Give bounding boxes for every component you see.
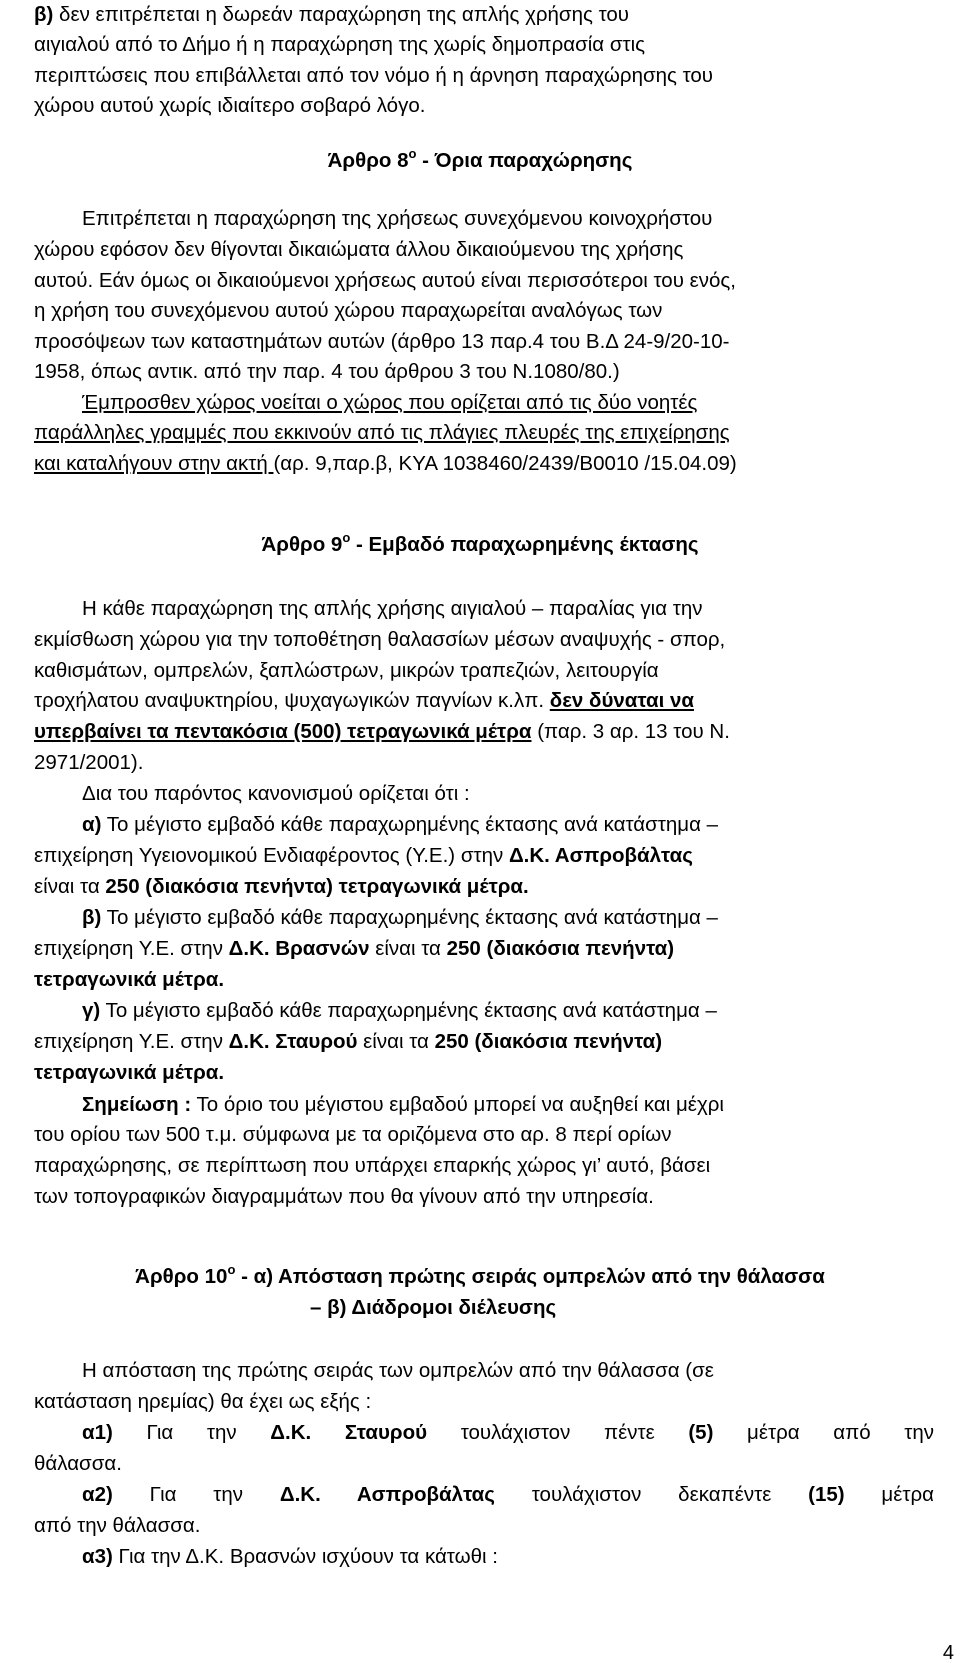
- article-9-note-line-4: των τοπογραφικών διαγραμμάτων που θα γίνουν από την υπηρεσία.: [34, 1185, 654, 1208]
- article-10-p1-line-1: Η απόσταση της πρώτης σειράς των ομπρελών από την θάλασσα (σε: [82, 1359, 714, 1382]
- article-8-line-3: αυτού. Εάν όμως οι δικαιούμενοι χρήσεως αυτού είναι περισσότεροι του ενός,: [34, 269, 736, 292]
- article-10-item-a3-line-1: α3) Για την Δ.Κ. Βρασνών ισχύουν τα κάτωθι :: [82, 1545, 498, 1568]
- article-9-item-b-line-1: β) Το μέγιστο εμβαδό κάθε παραχωρημένης έκτασης ανά κατάστημα –: [82, 906, 718, 929]
- intro-line-1: [34, 0, 934, 30]
- article-9-note-line-1: Σημείωση : Το όριο του μέγιστου εμβαδού μπορεί να αυξηθεί και μέχρι: [82, 1093, 724, 1116]
- article-9-p1-line-5: υπερβαίνει τα πεντακόσια (500) τετραγωνικά μέτρα (παρ. 3 αρ. 13 του Ν.: [34, 720, 730, 743]
- article-10-item-a1-line-1: α1) Για την Δ.Κ. Σταυρού τουλάχιστον πέντε (5) μέτρα από την: [82, 1421, 935, 1444]
- article-10-p1-line-2: κατάσταση ηρεμίας) θα έχει ως εξής :: [34, 1390, 372, 1413]
- article-9-p1-line-1: Η κάθε παραχώρηση της απλής χρήσης αιγιαλού – παραλίας για την: [82, 597, 703, 620]
- article-9-note-line-3: παραχώρησης, σε περίπτωση που υπάρχει επαρκής χώρος γι’ αυτό, βάσει: [34, 1154, 711, 1177]
- article-9-item-c-line-1: γ) Το μέγιστο εμβαδό κάθε παραχωρημένης έκτασης ανά κατάστημα –: [82, 999, 717, 1022]
- article-10-heading-line-1: Άρθρο $10^o - \alpha$) Απόσταση πρώτης σειράς ομπρελών από την θάλασσα: [135, 1262, 825, 1288]
- article-8-heading: Άρθρο $8^o$ - Όρια παραχώρησης: [327, 146, 633, 172]
- intro-line-2: αιγιαλού από το Δήμο ή η παραχώρηση της χωρίς δημοπρασία στις: [34, 33, 646, 56]
- article-9-p1-line-4: τροχήλατου αναψυκτηρίου, ψυχαγωγικών παγνίων κ.λπ. δεν δύναται να: [34, 689, 694, 712]
- article-8-definition-line-2: παράλληλες γραμμές που εκκινούν από τις πλάγιες πλευρές της επιχείρησης: [34, 421, 730, 444]
- article-10-item-a2-line-2: από την θάλασσα.: [34, 1514, 201, 1537]
- article-9-item-b-line-2: επιχείρηση Υ.Ε. στην Δ.Κ. Βρασνών είναι τα 250 (διακόσια πενήντα): [34, 937, 675, 960]
- article-8-line-2: χώρου εφόσον δεν θίγονται δικαιώματα άλλου δικαιούμενου της χρήσης: [34, 238, 684, 261]
- text: δεν επιτρέπεται η δωρεάν παραχώρηση της απλής χρήσης του: [53, 3, 629, 26]
- article-10-item-a1-line-2: θάλασσα.: [34, 1452, 122, 1475]
- article-8-line-1: Επιτρέπεται η παραχώρηση της χρήσεως συνεχόμενου κοινοχρήστου: [82, 207, 713, 230]
- article-9-item-a-line-2: επιχείρηση Υγειονομικού Ενδιαφέροντος (Υ.Ε.) στην Δ.Κ. Ασπροβάλτας: [34, 844, 693, 867]
- article-8-line-6: 1958, όπως αντικ. από την παρ. 4 του άρθρου 3 του Ν.1080/80.): [34, 360, 620, 383]
- article-9-item-c-line-2: επιχείρηση Υ.Ε. στην Δ.Κ. Σταυρού είναι τα 250 (διακόσια πενήντα): [34, 1030, 663, 1053]
- article-9-p2: Δια του παρόντος κανονισμού ορίζεται ότι :: [82, 782, 470, 805]
- article-9-heading: Άρθρο $9^o$ - Εμβαδό παραχωρημένης έκτασης: [261, 530, 699, 556]
- item-marker: β): [34, 3, 54, 26]
- article-9-item-c-line-3: τετραγωνικά μέτρα.: [34, 1061, 225, 1084]
- article-8-line-4: η χρήση του συνεχόμενου αυτού χώρου παραχωρείται αναλόγως των: [34, 299, 663, 322]
- intro-line-4: χώρου αυτού χωρίς ιδιαίτερο σοβαρό λόγο.: [34, 94, 426, 117]
- article-8-definition-line-3: και καταλήγουν στην ακτή (αρ. 9,παρ.β, ΚΥΑ 1038460/2439/Β0010 /15.04.09): [34, 452, 737, 475]
- article-9-item-a-line-3: είναι τα 250 (διακόσια πενήντα) τετραγωνικά μέτρα.: [34, 875, 529, 898]
- article-9-p1-line-2: εκμίσθωση χώρου για την τοποθέτηση θαλασσίων μέσων αναψυχής - σπορ,: [34, 628, 726, 651]
- article-9-p1-line-3: καθισμάτων, ομπρελών, ξαπλώστρων, μικρών τραπεζιών, λειτουργία: [34, 659, 659, 682]
- page-number: 4: [942, 1642, 954, 1664]
- article-10-item-a2-line-1: α2) Για την Δ.Κ. Ασπροβάλτας τουλάχιστον δεκαπέντε (15) μέτρα: [82, 1483, 934, 1506]
- article-8-line-5: προσόψεων των καταστημάτων αυτών (άρθρο 13 παρ.4 του Β.Δ 24-9/20-10-: [34, 330, 730, 353]
- intro-line-3: περιπτώσεις που επιβάλλεται από τον νόμο ή η άρνηση παραχώρησης του: [34, 64, 714, 87]
- article-9-p1-line-6: 2971/2001).: [34, 751, 144, 774]
- article-9-item-a-line-1: α) Το μέγιστο εμβαδό κάθε παραχωρημένης έκτασης ανά κατάστημα –: [82, 813, 719, 836]
- article-10-heading-line-2: – β) Διάδρομοι διέλευσης: [310, 1296, 557, 1319]
- article-9-note-line-2: του ορίου των 500 τ.μ. σύμφωνα με τα οριζόμενα στο αρ. 8 περί ορίων: [34, 1123, 672, 1146]
- article-8-definition-line-1: Έμπροσθεν χώρος νοείται ο χώρος που ορίζεται από τις δύο νοητές: [82, 391, 698, 414]
- article-9-item-b-line-3: τετραγωνικά μέτρα.: [34, 968, 225, 991]
